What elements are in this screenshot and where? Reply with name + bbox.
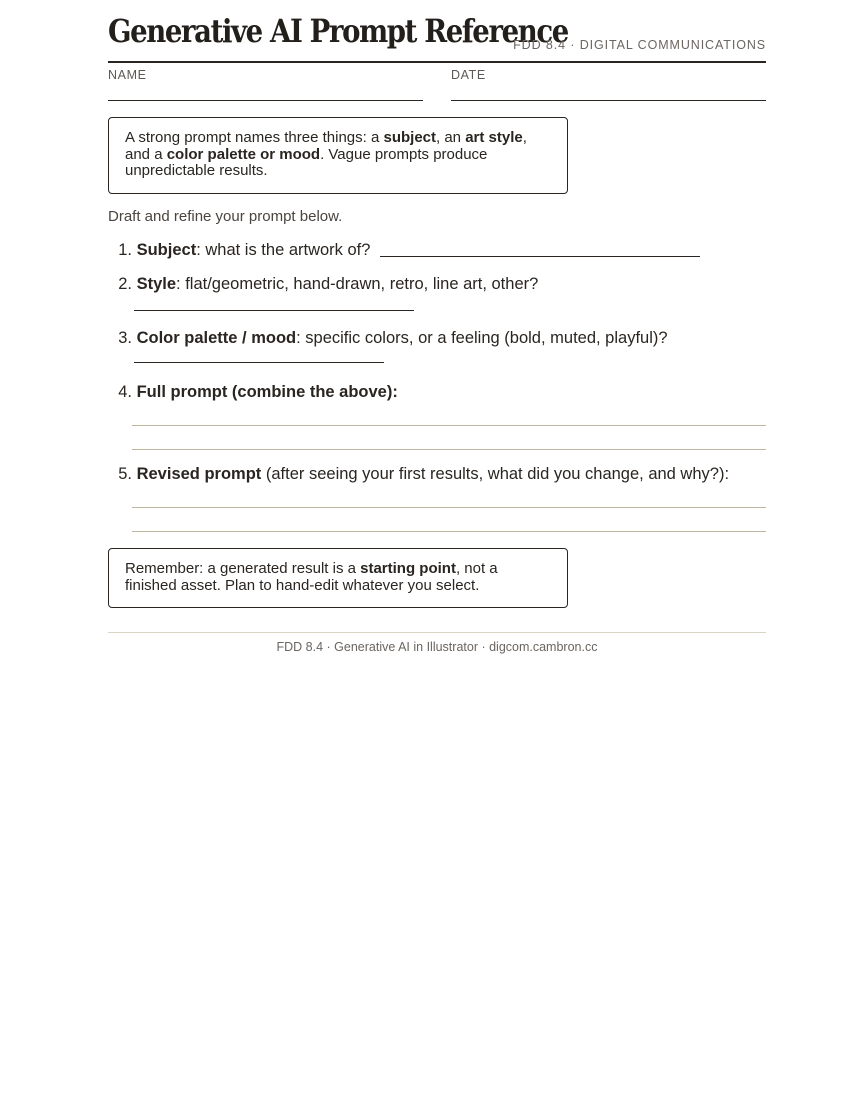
name-label: NAME: [108, 68, 147, 82]
intro-text-3: , and a: [125, 129, 527, 163]
revised-prompt-line-2[interactable]: [132, 531, 766, 532]
page-title: Generative AI Prompt Reference: [108, 12, 568, 50]
header: [108, 10, 766, 63]
revised-prompt-line-1[interactable]: [132, 507, 766, 508]
item-full-prompt: [108, 383, 398, 402]
item-number: 3.: [118, 329, 132, 347]
item-revised-prompt: [108, 465, 729, 484]
item-label: Style: [136, 275, 177, 293]
item-text: (after seeing your first results, what did you change, and why?):: [261, 465, 730, 483]
item-color-palette: [108, 329, 668, 348]
footer-divider: [108, 632, 766, 633]
item-label: Subject: [136, 241, 197, 259]
item-subject: [108, 241, 370, 260]
course-label: FDD 8.4 · DIGITAL COMMUNICATIONS: [513, 38, 766, 52]
intro-text-4: . Vague prompts produce unpredictable results.: [125, 145, 488, 179]
intro-bold-subject: subject: [383, 129, 436, 146]
subject-answer-line[interactable]: [380, 256, 700, 257]
item-number: 2.: [118, 275, 132, 293]
style-answer-line[interactable]: [134, 310, 414, 311]
intro-text-2: , an: [436, 129, 466, 146]
name-field[interactable]: [108, 68, 423, 101]
item-text: : flat/geometric, hand-drawn, retro, line art, other?: [176, 275, 539, 293]
item-text: : specific colors, or a feeling (bold, muted, playful)?: [296, 329, 668, 347]
item-label: Color palette / mood: [136, 329, 297, 347]
palette-answer-line[interactable]: [134, 362, 384, 363]
intro-bold-palette: color palette or mood: [166, 145, 321, 163]
remember-bold: starting point: [360, 560, 456, 577]
item-style: [108, 275, 538, 294]
full-prompt-line-2[interactable]: [132, 449, 766, 450]
item-number: 5.: [118, 465, 132, 483]
item-label: Full prompt (combine the above):: [136, 383, 398, 401]
item-text: : what is the artwork of?: [196, 241, 371, 259]
footer-text: FDD 8.4 · Generative AI in Illustrator · digcom.cambron.cc: [276, 640, 598, 654]
remember-callout: [108, 548, 568, 608]
intro-text-1: A strong prompt names three things: a: [125, 129, 384, 146]
full-prompt-line-1[interactable]: [132, 425, 766, 426]
remember-text-1: Remember: a generated result is a: [125, 560, 361, 577]
intro-bold-style: art style: [465, 129, 523, 146]
intro-callout: [108, 117, 568, 194]
instruction-text: Draft and refine your prompt below.: [108, 208, 343, 225]
date-field[interactable]: [451, 68, 766, 101]
item-label: Revised prompt: [136, 465, 262, 483]
remember-text-2: , not a finished asset. Plan to hand-edit whatever you select.: [125, 560, 498, 594]
item-number: 1.: [118, 241, 132, 259]
item-number: 4.: [118, 383, 132, 401]
date-label: DATE: [451, 68, 486, 82]
